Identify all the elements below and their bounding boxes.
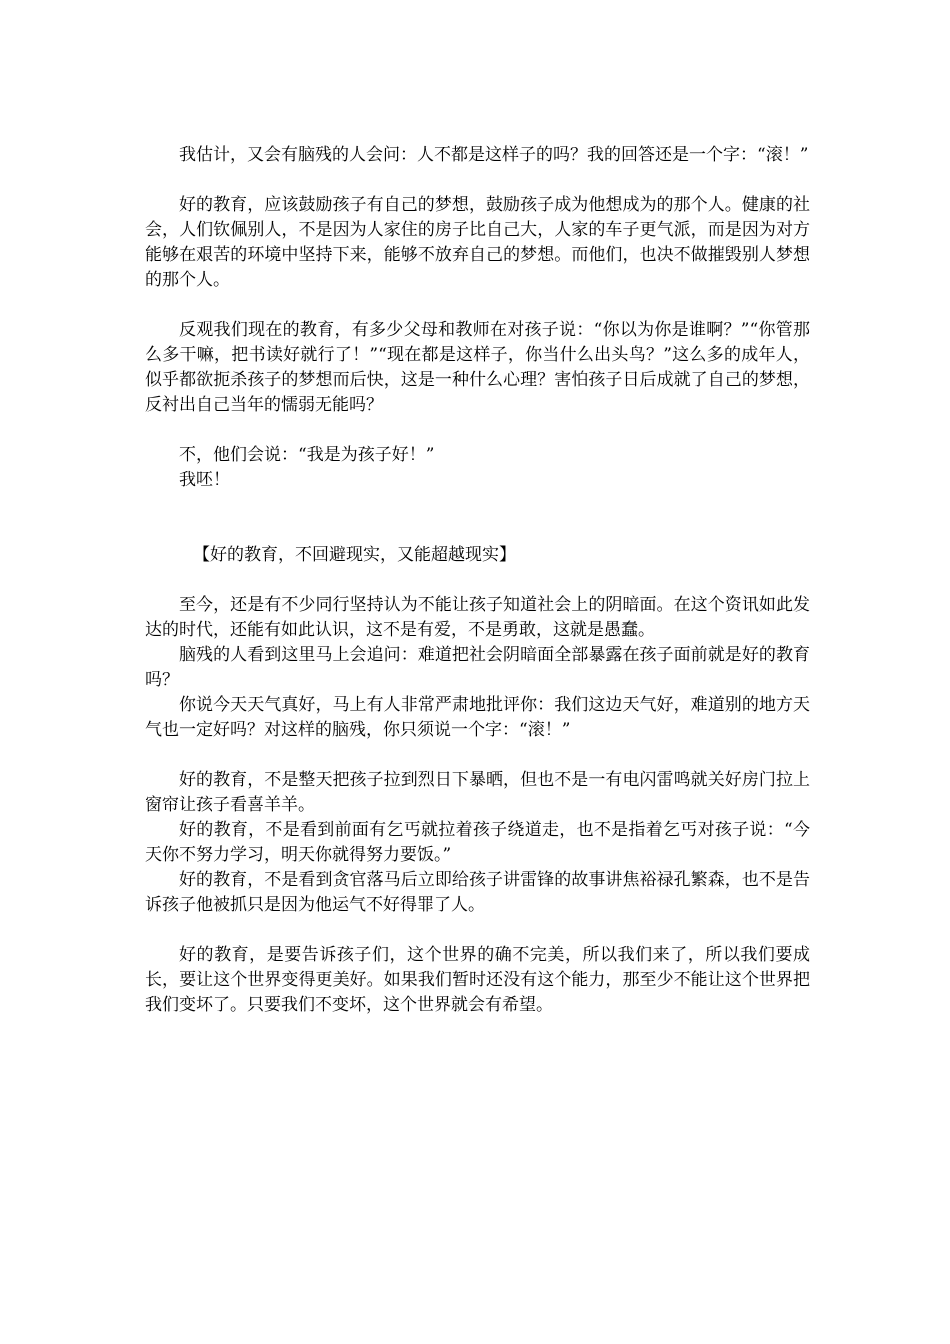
paragraph: 好的教育，应该鼓励孩子有自己的梦想，鼓励孩子成为他想成为的那个人。健康的社会，人们钦佩别人，不是因为人家住的房子比自己大，人家的车子更气派，而是因为对方能够在艰苦的环境中坚持下来，能够不放弃自己的梦想。而他们，也决不做摧毁别人梦想的那个人。 bbox=[145, 195, 810, 290]
paragraph-spacer bbox=[145, 418, 810, 443]
paragraph-spacer bbox=[145, 743, 810, 768]
paragraph-spacer bbox=[145, 918, 810, 943]
paragraph: 脑残的人看到这里马上会追问：难道把社会阴暗面全部暴露在孩子面前就是好的教育吗？ bbox=[145, 645, 810, 690]
paragraph-spacer bbox=[145, 568, 810, 593]
paragraph-spacer bbox=[145, 168, 810, 193]
paragraph: 不，他们会说：“我是为孩子好！” bbox=[179, 445, 435, 465]
paragraph: 我估计，又会有脑残的人会问：人不都是这样子的吗？我的回答还是一个字：“滚！” bbox=[179, 145, 809, 165]
section-heading: 【好的教育，不回避现实，又能超越现实】 bbox=[193, 545, 516, 565]
paragraph: 好的教育，不是整天把孩子拉到烈日下暴晒，但也不是一有电闪雷鸣就关好房门拉上窗帘让孩子看喜羊羊。 bbox=[145, 770, 810, 815]
section-spacer bbox=[145, 493, 810, 543]
paragraph: 我呸！ bbox=[179, 470, 230, 490]
paragraph: 好的教育，是要告诉孩子们，这个世界的确不完美，所以我们来了，所以我们要成长，要让这个世界变得更美好。如果我们暂时还没有这个能力，那至少不能让这个世界把我们变坏了。只要我们不变坏，这个世界就会有希望。 bbox=[145, 945, 810, 1015]
document-body bbox=[145, 143, 810, 1018]
paragraph: 至今，还是有不少同行坚持认为不能让孩子知道社会上的阴暗面。在这个资讯如此发达的时代，还能有如此认识，这不是有爱，不是勇敢，这就是愚蠢。 bbox=[145, 595, 810, 640]
paragraph: 好的教育，不是看到贪官落马后立即给孩子讲雷锋的故事讲焦裕禄孔繁森，也不是告诉孩子他被抓只是因为他运气不好得罪了人。 bbox=[145, 870, 810, 915]
paragraph: 反观我们现在的教育，有多少父母和教师在对孩子说：“你以为你是谁啊？”“你管那么多干嘛，把书读好就行了！”“现在都是这样子，你当什么出头鸟？”这么多的成年人，似乎都欲扼杀孩子的梦想而后快，这是一种什么心理？害怕孩子日后成就了自己的梦想，反衬出自己当年的懦弱无能吗？ bbox=[145, 320, 810, 415]
paragraph: 好的教育，不是看到前面有乞丐就拉着孩子绕道走，也不是指着乞丐对孩子说：“今天你不努力学习，明天你就得努力要饭。” bbox=[145, 820, 810, 865]
paragraph-spacer bbox=[145, 293, 810, 318]
paragraph: 你说今天天气真好，马上有人非常严肃地批评你：我们这边天气好，难道别的地方天气也一定好吗？对这样的脑残，你只须说一个字：“滚！” bbox=[145, 695, 810, 740]
